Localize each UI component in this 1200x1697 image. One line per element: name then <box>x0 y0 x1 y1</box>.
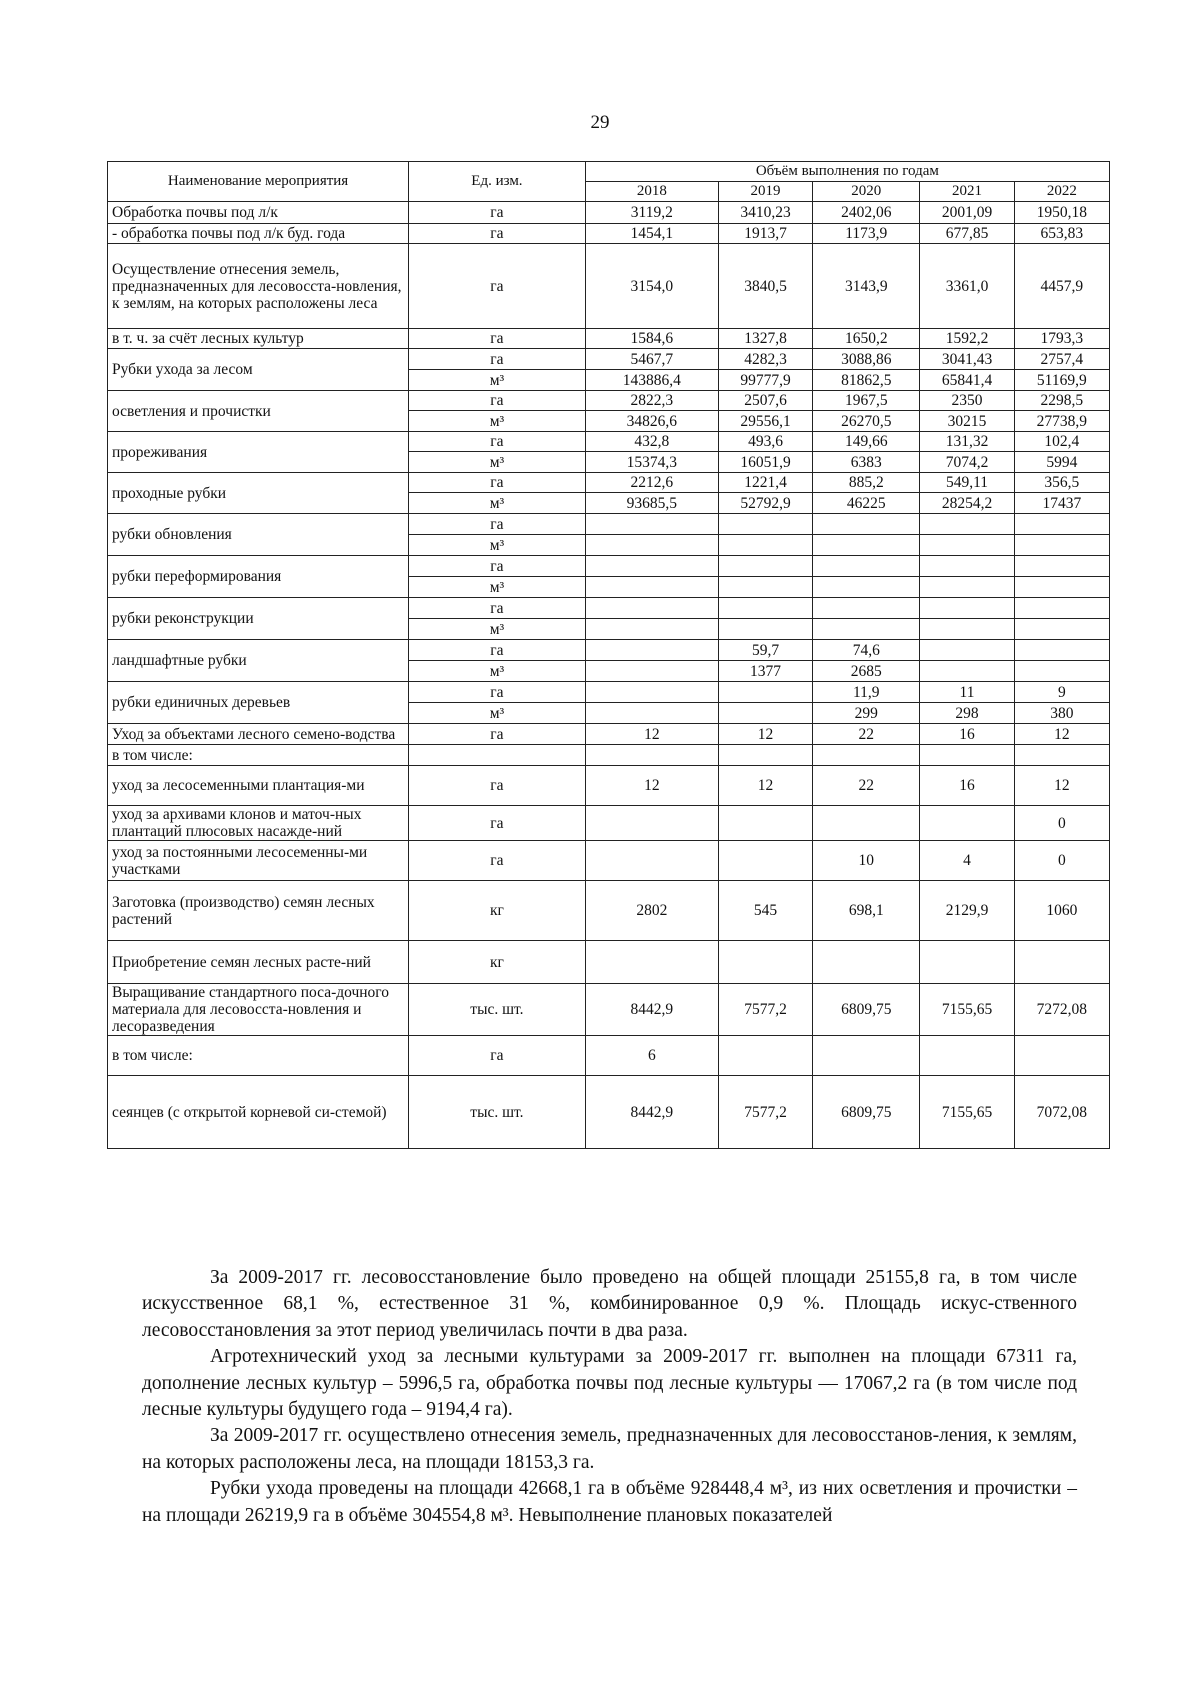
table-row <box>108 598 1110 619</box>
value-cell: 3119,2 <box>585 202 718 224</box>
table-row <box>108 349 1110 370</box>
column-header-unit: Ед. изм. <box>409 162 586 202</box>
value-cell: 7155,65 <box>920 1076 1014 1149</box>
value-cell <box>585 640 718 661</box>
value-cell: 74,6 <box>813 640 920 661</box>
value-cell <box>718 806 812 841</box>
column-header-name: Наименование мероприятия <box>108 162 409 202</box>
value-cell <box>920 598 1014 619</box>
value-cell <box>1014 535 1109 556</box>
value-cell <box>585 703 718 724</box>
value-cell: 7577,2 <box>718 1076 812 1149</box>
value-cell <box>718 941 812 984</box>
value-cell: 2802 <box>585 881 718 941</box>
value-cell: 131,32 <box>920 432 1014 452</box>
value-cell <box>1014 556 1109 577</box>
value-cell: 6383 <box>813 452 920 473</box>
paragraph: Рубки ухода проведены на площади 42668,1 га в объёме 928448,4 м³, из них осветления и прочистки – на площади 26219,9 га в объёме 304554,8 м³. Невыполнение плановых показателей <box>142 1478 1077 1526</box>
unit-cell: кг <box>409 881 586 941</box>
unit-cell: га <box>409 1036 586 1076</box>
value-cell <box>718 535 812 556</box>
value-cell: 1060 <box>1014 881 1109 941</box>
value-cell: 2001,09 <box>920 202 1014 224</box>
value-cell <box>1014 745 1109 766</box>
value-cell: 93685,5 <box>585 493 718 514</box>
value-cell: 3143,9 <box>813 244 920 329</box>
value-cell: 51169,9 <box>1014 370 1109 391</box>
value-cell <box>585 841 718 881</box>
activity-name: Выращивание стандартного поса-дочного материала для лесовосста-новления и лесоразведения <box>108 984 409 1036</box>
activity-name: в том числе: <box>108 745 409 766</box>
value-cell: 7074,2 <box>920 452 1014 473</box>
value-cell: 1950,18 <box>1014 202 1109 224</box>
activity-name: Обработка почвы под л/к <box>108 202 409 224</box>
value-cell <box>920 661 1014 682</box>
value-cell: 2129,9 <box>920 881 1014 941</box>
table-row <box>108 941 1110 984</box>
table-body <box>108 202 1110 1149</box>
value-cell <box>813 577 920 598</box>
value-cell: 15374,3 <box>585 452 718 473</box>
unit-cell: га <box>409 202 586 224</box>
value-cell: 885,2 <box>813 473 920 493</box>
value-cell: 149,66 <box>813 432 920 452</box>
unit-cell: га <box>409 432 586 452</box>
value-cell <box>813 745 920 766</box>
value-cell <box>718 556 812 577</box>
value-cell: 16 <box>920 724 1014 745</box>
value-cell <box>585 661 718 682</box>
value-cell <box>920 535 1014 556</box>
value-cell: 12 <box>1014 724 1109 745</box>
activity-name: уход за лесосеменными плантация-ми <box>108 766 409 806</box>
value-cell: 12 <box>718 766 812 806</box>
year-header: 2019 <box>718 182 812 202</box>
value-cell: 8442,9 <box>585 984 718 1036</box>
year-header: 2018 <box>585 182 718 202</box>
value-cell: 2757,4 <box>1014 349 1109 370</box>
value-cell <box>718 745 812 766</box>
unit-cell: га <box>409 349 586 370</box>
value-cell <box>585 682 718 703</box>
value-cell: 59,7 <box>718 640 812 661</box>
value-cell: 11,9 <box>813 682 920 703</box>
value-cell: 99777,9 <box>718 370 812 391</box>
value-cell: 12 <box>585 766 718 806</box>
value-cell: 28254,2 <box>920 493 1014 514</box>
value-cell: 7577,2 <box>718 984 812 1036</box>
value-cell <box>585 806 718 841</box>
unit-cell: м³ <box>409 661 586 682</box>
value-cell <box>813 556 920 577</box>
value-cell <box>585 577 718 598</box>
value-cell: 1173,9 <box>813 224 920 244</box>
table-row <box>108 766 1110 806</box>
activity-name: рубки обновления <box>108 514 409 556</box>
value-cell: 2822,3 <box>585 391 718 411</box>
unit-cell: м³ <box>409 619 586 640</box>
value-cell: 7072,08 <box>1014 1076 1109 1149</box>
unit-cell: га <box>409 473 586 493</box>
value-cell: 16051,9 <box>718 452 812 473</box>
value-cell <box>718 514 812 535</box>
value-cell <box>585 598 718 619</box>
value-cell: 2685 <box>813 661 920 682</box>
value-cell: 3041,43 <box>920 349 1014 370</box>
value-cell: 2507,6 <box>718 391 812 411</box>
value-cell <box>920 556 1014 577</box>
value-cell: 5467,7 <box>585 349 718 370</box>
value-cell <box>920 745 1014 766</box>
year-header: 2020 <box>813 182 920 202</box>
body-text <box>142 1265 1077 1529</box>
activity-name: уход за архивами клонов и маточ-ных плантаций плюсовых насажде-ний <box>108 806 409 841</box>
year-header: 2021 <box>920 182 1014 202</box>
activity-name: в т. ч. за счёт лесных культур <box>108 329 409 349</box>
value-cell <box>813 619 920 640</box>
activity-name: прореживания <box>108 432 409 473</box>
activity-name: Уход за объектами лесного семено-водства <box>108 724 409 745</box>
unit-cell: м³ <box>409 493 586 514</box>
value-cell <box>920 1036 1014 1076</box>
activity-name: рубки переформирования <box>108 556 409 598</box>
value-cell: 1454,1 <box>585 224 718 244</box>
value-cell <box>718 577 812 598</box>
table-row <box>108 514 1110 535</box>
value-cell <box>920 640 1014 661</box>
value-cell: 299 <box>813 703 920 724</box>
value-cell <box>920 941 1014 984</box>
value-cell <box>718 1036 812 1076</box>
table-row <box>108 1076 1110 1149</box>
value-cell: 6809,75 <box>813 1076 920 1149</box>
paragraph: За 2009-2017 гг. лесовосстановление было проведено на общей площади 25155,8 га, в том числе искусственное 68,1 %, естественное 31 %, комбинированное 0,9 %. Площадь искус-ственного лесовосстановления за этот период увеличилась почти в два раза. <box>142 1267 1077 1341</box>
value-cell <box>1014 640 1109 661</box>
table-row <box>108 881 1110 941</box>
table-row <box>108 432 1110 452</box>
value-cell <box>920 577 1014 598</box>
activity-name: - обработка почвы под л/к буд. года <box>108 224 409 244</box>
value-cell: 1913,7 <box>718 224 812 244</box>
unit-cell: га <box>409 640 586 661</box>
value-cell: 22 <box>813 766 920 806</box>
value-cell: 9 <box>1014 682 1109 703</box>
table-row <box>108 806 1110 841</box>
activity-name: в том числе: <box>108 1036 409 1076</box>
value-cell: 7272,08 <box>1014 984 1109 1036</box>
year-header: 2022 <box>1014 182 1109 202</box>
value-cell: 52792,9 <box>718 493 812 514</box>
unit-cell: га <box>409 766 586 806</box>
value-cell: 26270,5 <box>813 411 920 432</box>
value-cell: 1327,8 <box>718 329 812 349</box>
value-cell: 298 <box>920 703 1014 724</box>
column-header-volume: Объём выполнения по годам <box>585 162 1109 182</box>
value-cell <box>585 941 718 984</box>
unit-cell: га <box>409 224 586 244</box>
value-cell: 4457,9 <box>1014 244 1109 329</box>
table-header <box>108 162 1110 202</box>
value-cell: 677,85 <box>920 224 1014 244</box>
activity-name: Заготовка (производство) семян лесных растений <box>108 881 409 941</box>
value-cell: 22 <box>813 724 920 745</box>
activity-name: рубки реконструкции <box>108 598 409 640</box>
value-cell <box>718 619 812 640</box>
value-cell <box>813 514 920 535</box>
value-cell: 30215 <box>920 411 1014 432</box>
value-cell: 0 <box>1014 841 1109 881</box>
value-cell: 3361,0 <box>920 244 1014 329</box>
value-cell: 493,6 <box>718 432 812 452</box>
activity-name: ландшафтные рубки <box>108 640 409 682</box>
unit-cell: га <box>409 841 586 881</box>
value-cell <box>920 514 1014 535</box>
unit-cell: га <box>409 391 586 411</box>
activity-name: рубки единичных деревьев <box>108 682 409 724</box>
unit-cell: га <box>409 598 586 619</box>
table-row <box>108 391 1110 411</box>
value-cell <box>813 941 920 984</box>
value-cell: 65841,4 <box>920 370 1014 391</box>
value-cell <box>1014 619 1109 640</box>
unit-cell: кг <box>409 941 586 984</box>
value-cell: 1793,3 <box>1014 329 1109 349</box>
value-cell: 29556,1 <box>718 411 812 432</box>
value-cell <box>585 514 718 535</box>
value-cell <box>1014 941 1109 984</box>
value-cell: 2350 <box>920 391 1014 411</box>
unit-cell: га <box>409 329 586 349</box>
table-row <box>108 473 1110 493</box>
unit-cell: м³ <box>409 535 586 556</box>
value-cell: 16 <box>920 766 1014 806</box>
value-cell: 6 <box>585 1036 718 1076</box>
value-cell: 545 <box>718 881 812 941</box>
value-cell: 11 <box>920 682 1014 703</box>
value-cell: 1650,2 <box>813 329 920 349</box>
value-cell: 34826,6 <box>585 411 718 432</box>
value-cell: 2212,6 <box>585 473 718 493</box>
value-cell: 549,11 <box>920 473 1014 493</box>
value-cell: 2402,06 <box>813 202 920 224</box>
activity-name: осветления и прочистки <box>108 391 409 432</box>
value-cell <box>1014 1036 1109 1076</box>
value-cell: 27738,9 <box>1014 411 1109 432</box>
value-cell: 3154,0 <box>585 244 718 329</box>
activity-name: уход за постоянными лесосеменны-ми участками <box>108 841 409 881</box>
value-cell <box>585 556 718 577</box>
table-row <box>108 556 1110 577</box>
value-cell: 1377 <box>718 661 812 682</box>
value-cell <box>813 598 920 619</box>
value-cell: 3410,23 <box>718 202 812 224</box>
value-cell <box>813 535 920 556</box>
unit-cell: га <box>409 514 586 535</box>
paragraph: Агротехнический уход за лесными культурами за 2009-2017 гг. выполнен на площади 67311 га, дополнение лесных культур – 5996,5 га, обработка почвы под лесные культуры — 17067,2 га (в том числе под лесные культуры будущего года – 9194,4 га). <box>142 1346 1077 1421</box>
value-cell: 17437 <box>1014 493 1109 514</box>
value-cell <box>920 619 1014 640</box>
value-cell: 0 <box>1014 806 1109 841</box>
unit-cell: тыс. шт. <box>409 1076 586 1149</box>
value-cell: 698,1 <box>813 881 920 941</box>
table-row <box>108 640 1110 661</box>
value-cell: 3840,5 <box>718 244 812 329</box>
unit-cell: м³ <box>409 577 586 598</box>
unit-cell: га <box>409 724 586 745</box>
unit-cell <box>409 745 586 766</box>
value-cell: 1584,6 <box>585 329 718 349</box>
unit-cell: м³ <box>409 703 586 724</box>
unit-cell: м³ <box>409 370 586 391</box>
value-cell <box>920 806 1014 841</box>
value-cell <box>718 841 812 881</box>
value-cell: 380 <box>1014 703 1109 724</box>
forestry-activities-table <box>107 161 1110 1149</box>
value-cell: 12 <box>585 724 718 745</box>
value-cell <box>1014 661 1109 682</box>
value-cell <box>813 1036 920 1076</box>
value-cell <box>585 745 718 766</box>
paragraph: За 2009-2017 гг. осуществлено отнесения земель, предназначенных для лесовосстанов-ления, к землям, на которых расположены леса, на площади 18153,3 га. <box>142 1425 1077 1473</box>
value-cell: 356,5 <box>1014 473 1109 493</box>
unit-cell: га <box>409 556 586 577</box>
table-row <box>108 202 1110 224</box>
unit-cell: га <box>409 244 586 329</box>
value-cell: 10 <box>813 841 920 881</box>
activity-name: Приобретение семян лесных расте-ний <box>108 941 409 984</box>
unit-cell: га <box>409 806 586 841</box>
table-row <box>108 984 1110 1036</box>
value-cell: 1592,2 <box>920 329 1014 349</box>
value-cell: 4 <box>920 841 1014 881</box>
value-cell: 8442,9 <box>585 1076 718 1149</box>
value-cell <box>585 619 718 640</box>
value-cell: 143886,4 <box>585 370 718 391</box>
table-row <box>108 745 1110 766</box>
value-cell: 4282,3 <box>718 349 812 370</box>
value-cell <box>1014 514 1109 535</box>
value-cell <box>718 703 812 724</box>
value-cell: 2298,5 <box>1014 391 1109 411</box>
activity-name: сеянцев (с открытой корневой си-стемой) <box>108 1076 409 1149</box>
value-cell: 1967,5 <box>813 391 920 411</box>
value-cell: 12 <box>718 724 812 745</box>
value-cell: 12 <box>1014 766 1109 806</box>
value-cell: 1221,4 <box>718 473 812 493</box>
table-row <box>108 244 1110 329</box>
value-cell <box>1014 577 1109 598</box>
value-cell: 102,4 <box>1014 432 1109 452</box>
value-cell <box>813 806 920 841</box>
table-row <box>108 682 1110 703</box>
unit-cell: м³ <box>409 411 586 432</box>
value-cell: 432,8 <box>585 432 718 452</box>
value-cell: 653,83 <box>1014 224 1109 244</box>
unit-cell: га <box>409 682 586 703</box>
table-row <box>108 841 1110 881</box>
value-cell: 5994 <box>1014 452 1109 473</box>
value-cell <box>718 598 812 619</box>
table-row <box>108 1036 1110 1076</box>
value-cell <box>1014 598 1109 619</box>
value-cell: 81862,5 <box>813 370 920 391</box>
unit-cell: м³ <box>409 452 586 473</box>
value-cell: 6809,75 <box>813 984 920 1036</box>
value-cell <box>718 682 812 703</box>
table-row <box>108 329 1110 349</box>
value-cell: 3088,86 <box>813 349 920 370</box>
value-cell <box>585 535 718 556</box>
value-cell: 46225 <box>813 493 920 514</box>
table-row <box>108 224 1110 244</box>
activity-name: Рубки ухода за лесом <box>108 349 409 391</box>
value-cell: 7155,65 <box>920 984 1014 1036</box>
page-number: 29 <box>590 112 610 133</box>
activity-name: проходные рубки <box>108 473 409 514</box>
unit-cell: тыс. шт. <box>409 984 586 1036</box>
table-row <box>108 724 1110 745</box>
activity-name: Осуществление отнесения земель, предназначенных для лесовосста-новления, к землям, на которых расположены леса <box>108 244 409 329</box>
